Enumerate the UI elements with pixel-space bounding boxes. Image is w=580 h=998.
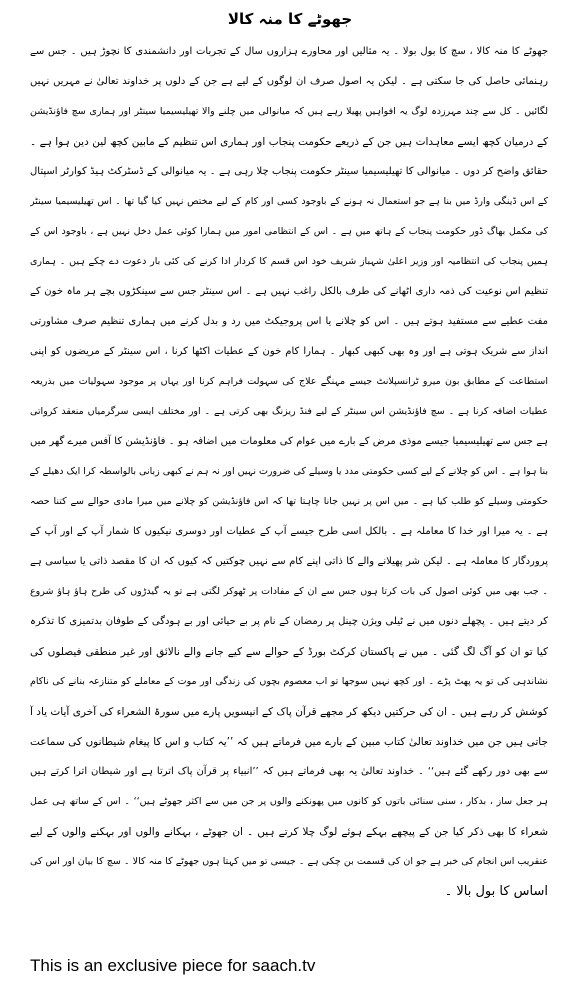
article-line: ہے جس سے تھیلیسیمیا جیسے موذی مرض کے بارے میں عوام کی معلومات میں اضافہ ہو ۔ فاؤنڈیشن کا آفس میرے گھر میں	[30, 436, 548, 447]
article-line: اساس کا بول بالا ۔	[444, 884, 548, 899]
article-line: ہمیں پنجاب کی انتظامیہ اور وزیر اعلیٰ شہباز شریف خود اس قسم کا کردار ادا کرنے کی کئی بار دعوت دے چکے ہیں ۔ ہماری	[30, 256, 548, 267]
article-line: کے درمیان کچھ ایسے معاہدات ہیں جن کے ذریعے حکومت پنجاب اور ہماری اس تنظیم کے مابین کچھ لین دین ہوا ہے ۔	[30, 136, 548, 148]
article-line: پروردگار کا معاملہ ہے ۔ لیکن شر پھیلانے والے کا ذاتی اپنے کام سے نہیں چوکتیں کہ کیوں کہ ان کا مقصد ذاتی یا سیاسی ہے	[30, 556, 548, 567]
article-line: عنقریب اس انجام کی خبر ہے جو ان کی قسمت بن چکی ہے ۔ جیسی تو میں کہتا ہوں جھوٹے کا منہ کالا ۔ سچ کا بیان اور اس کی	[30, 856, 548, 867]
article-line: کی مکمل بھاگ ڈور حکومت پنجاب کے ہاتھ میں ہے ۔ اس کے انتظامی امور میں ہمارا کوئی عمل دخل نہیں ہے ، باوجود اس کے	[30, 226, 548, 237]
article-line: رہنمائی حاصل کی جا سکتی ہے ۔ لیکن یہ اصول صرف ان لوگوں کے لیے ہے جن کے دلوں پر خداوند تعالیٰ نے مہریں نہیں	[30, 76, 548, 87]
article-line: مفت عطیے سے مستفید ہوتے ہیں ۔ اس کو چلانے یا اس پروجیکٹ میں رد و بدل کرنے میں ہماری تنظیم صرف مشاورتی	[30, 316, 548, 327]
article-line: کر دیتے ہیں ۔ پچھلے دنوں میں نے ٹیلی ویژن چینل پر رمضان کے نام پر بے حیائی اور بے ہودگی کے طوفان بدتمیزی کا تذکرہ	[30, 616, 548, 627]
article-line: ہے ۔ یہ میرا اور خدا کا معاملہ ہے ۔ بالکل اسی طرح جیسے آپ کے عطیات اور دوسری نیکیوں کا شمار آپ کے اور آپ کے	[30, 526, 548, 537]
article-line: تنظیم اس نوعیت کی ذمہ داری اٹھانے کی طرف بالکل راغب نہیں ہے ۔ اس سینٹر جس سے سینکڑوں بچے ہر ماہ خون کے	[30, 286, 548, 297]
article-line: حکومتی وسیلے کو طلب کیا ہے ۔ میں اس پر نہیں جانا چاہتا تھا کہ اس فاؤنڈیشن کو چلانے میں میرا مادی حوالے سے کتنا حصہ	[30, 496, 548, 507]
article-line: انداز سے شریک ہوتی ہے اور وہ بھی کبھی کبھار ۔ ہمارا کام خون کے عطیات اکٹھا کرنا ، اس سینٹر کے مریضوں کو اپنی	[30, 346, 548, 357]
article-line: جاتی ہیں جن میں خداوند تعالیٰ کتاب مبین کے بارے میں فرماتے ہیں کہ ’’یہ کتاب و اس کا پیغام شیطانوں کی سماعت	[30, 736, 548, 748]
article-line: سے بھی دور رکھے گئے ہیں‘‘ ۔ خداوند تعالیٰ یہ بھی فرماتے ہیں کہ ’’انبیاء پر قرآن پاک اترتا ہے اور شیطان اترا کرتے ہیں	[30, 766, 548, 777]
article-title: جھوٹے کا منہ کالا	[227, 10, 353, 28]
article-line: لگائیں ۔ کل سے چند مہرزدہ لوگ یہ افواہیں پھیلا رہے ہیں کہ میانوالی میں چلنے والا تھیلیسیمیا سینٹر اور ہماری سچ فاؤنڈیشن	[30, 106, 548, 117]
article-line: جھوٹے کا منہ کالا ، سچ کا بول بولا ۔ یہ مثالیں اور محاورے ہزاروں سال کے تجربات اور دانشمندی کا نچوڑ ہیں ۔ جس سے	[30, 46, 548, 57]
article-body	[30, 37, 548, 907]
article-line: کیا تو ان کو آگ لگ گئی ۔ میں نے پاکستان کرکٹ بورڈ کے حوالے سے کیے جانے والے نالائق اور غیر منطقی فیصلوں کی	[30, 646, 548, 658]
article-line: حقائق واضح کر دوں ۔ میانوالی کا تھیلیسیمیا سینٹر حکومت پنجاب چلا رہی ہے ۔ یہ میانوالی کے ڈسٹرکٹ ہیڈ کوارٹر اسپتال	[30, 166, 548, 177]
article-line: ۔ جب بھی میں کوئی اصول کی بات کرتا ہوں جس سے ان کے مفادات پر ٹھوکر لگتی ہے تو یہ گیدڑوں کی طرح ہاؤ ہاؤ شروع	[30, 586, 548, 597]
article-line: بنا ہوا ہے ۔ اس کو چلانے کے لیے کسی حکومتی مدد یا وسیلے کی ضرورت نہیں اور نہ ہم نے کبھی زبانی بالواسطہ کرا ایک دھیلے کے	[30, 466, 548, 477]
footer-note: This is an exclusive piece for saach.tv	[30, 956, 316, 975]
article-line: کوشش کر رہے ہیں ۔ ان کی حرکتیں دیکھ کر مجھے قرآن پاک کے انیسویں پارے میں سورۃ الشعراء کی آخری آیات یاد آ	[30, 706, 548, 718]
article-line: ہر جعل ساز ، بدکار ، سنی سنائی باتوں کو کانوں میں پھونکنے والوں پر جن میں سے اکثر جھوٹے ہیں‘‘ ۔ اس کے ساتھ ہی عمل	[30, 796, 548, 807]
article-line: شعراء کا بھی ذکر کیا جن کے پیچھے بہکے ہوئے لوگ چلا کرتے ہیں ۔ ان جھوٹے ، بہکانے والوں اور بہکنے والوں کے لیے	[30, 826, 548, 838]
article-line: کے اس ڈینگی وارڈ میں بنا ہے جو استعمال نہ ہونے کے باوجود کسی اور کام کے لیے مختص نہیں کیا گیا تھا ۔ اس تھیلیسیمیا سینٹر	[30, 196, 548, 207]
article-line: عطیات اضافہ کرنا ہے ۔ سچ فاؤنڈیشن اس سینٹر کے لیے فنڈ ریزنگ بھی کرتی ہے ۔ اور مختلف ایسی سرگرمیاں منعقد کرواتی	[30, 406, 548, 417]
article-line: نشاندہی کی تو یہ پھٹ پڑے ۔ اور کچھ نہیں سوجھا تو اب معصوم بچوں کی زندگی اور موت کے معاملے کو متنازعہ بنانے کی ناکام	[30, 676, 548, 687]
article-line: استطاعت کے مطابق بون میرو ٹرانسپلانٹ جیسے مہنگے علاج کی سہولت فراہم کرنا اور یہاں پر موجود سہولیات میں بذریعہ	[30, 376, 548, 387]
